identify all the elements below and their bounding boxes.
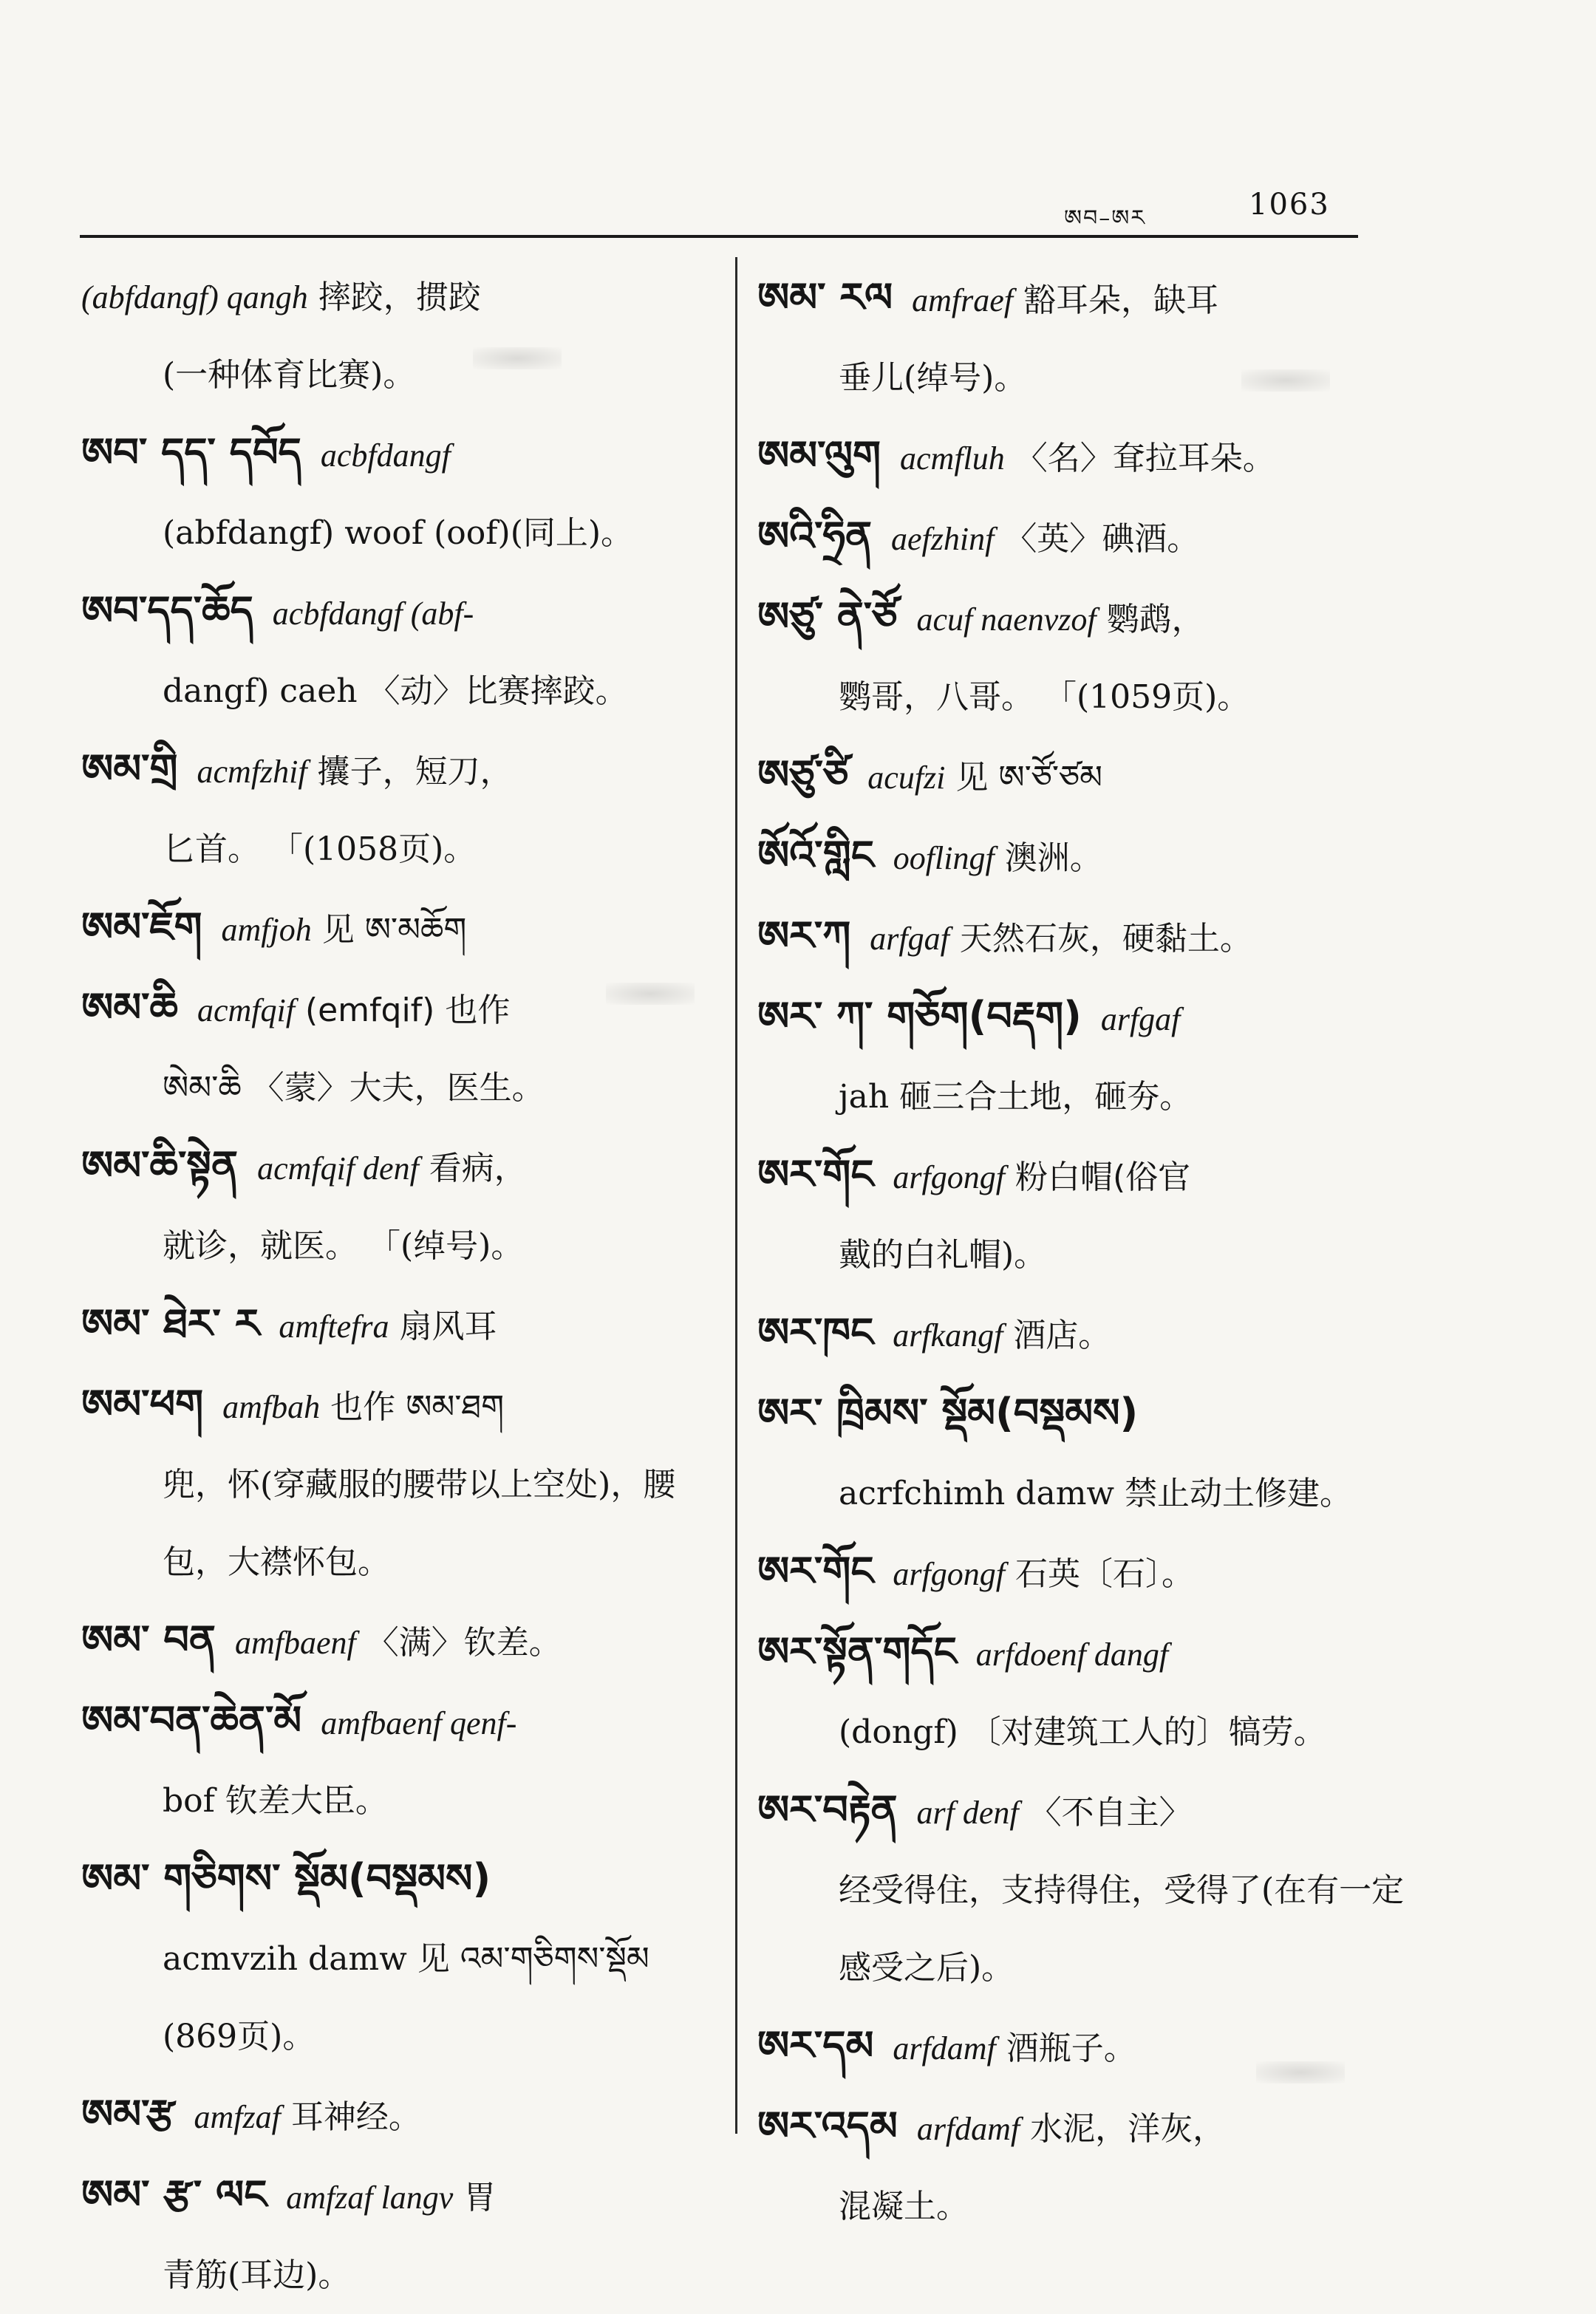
dictionary-entry bbox=[757, 578, 1408, 736]
definition: 鹦鹉， bbox=[1106, 601, 1204, 638]
dictionary-entry bbox=[757, 2087, 1408, 2245]
dictionary-entry bbox=[81, 888, 732, 969]
definition: 粉白帽(俗官 bbox=[1015, 1158, 1191, 1196]
headword: ཨམ་ཇོག bbox=[81, 904, 202, 950]
headword: ཨཙུ་ཙི bbox=[757, 751, 849, 798]
definition-continuation: 经受得住，支持得住，受得了(在有一定感受之后)。 bbox=[839, 1871, 1405, 1987]
romanization: amftefra bbox=[279, 1308, 389, 1345]
dictionary-entry bbox=[757, 1771, 1408, 2007]
definition-continuation: acmvzih damw 见 འམ་གཅིགས་སྡོམ (869页)。 bbox=[163, 1940, 649, 2055]
headword: ཨམ་བན་ཆེན་མོ bbox=[81, 1697, 302, 1744]
definition-continuation: 戴的白礼帽)。 bbox=[839, 1236, 1047, 1274]
headword: ཨམ་ ཐེར་ ར bbox=[81, 1300, 260, 1347]
dictionary-entry bbox=[757, 897, 1408, 977]
definition: 水泥，洋灰， bbox=[1030, 2110, 1226, 2148]
definition-continuation: jah 砸三合土地，砸夯。 bbox=[839, 1078, 1193, 1116]
definition: 扇风耳 bbox=[399, 1308, 497, 1345]
right-column bbox=[757, 259, 1408, 2245]
definition-continuation: 兜，怀(穿藏服的腰带以上空处)，腰包，大襟怀包。 bbox=[163, 1466, 676, 1581]
headword: ཨམ་ རལ bbox=[757, 274, 893, 321]
dictionary-entry bbox=[81, 259, 732, 414]
romanization: arfgongf bbox=[893, 1556, 1005, 1592]
dictionary-entry bbox=[757, 1294, 1408, 1374]
definition-continuation: 垂儿(绰号)。 bbox=[839, 359, 1027, 397]
dictionary-entry bbox=[81, 1601, 732, 1682]
headword: ཨམ་ཆི་སྟེན bbox=[81, 1142, 239, 1189]
dictionary-entry bbox=[81, 2075, 732, 2156]
headword: ཨོའོ་གླིང bbox=[757, 832, 874, 878]
romanization: acmfqif bbox=[197, 992, 295, 1028]
dictionary-entry bbox=[757, 816, 1408, 897]
romanization: (abfdangf) qangh bbox=[81, 279, 308, 315]
definition-continuation: dangf) caeh 〈动〉比赛摔跤。 bbox=[163, 672, 628, 710]
definition-continuation: bof 钦差大臣。 bbox=[163, 1782, 388, 1820]
headword: ཨའི་ཧྲིན bbox=[757, 513, 872, 559]
definition: 澳洲。 bbox=[1004, 839, 1102, 877]
dictionary-entry bbox=[757, 977, 1408, 1136]
dictionary-entry bbox=[757, 259, 1408, 417]
romanization: acuf naenvzof bbox=[916, 601, 1097, 638]
headword: ཨམ་ཕག bbox=[81, 1381, 204, 1427]
dictionary-entry bbox=[81, 1127, 732, 1285]
definition: 豁耳朵，缺耳 bbox=[1023, 281, 1218, 319]
definition: (emfqif) 也作 bbox=[304, 992, 511, 1029]
romanization: acbfdangf (abf- bbox=[272, 595, 474, 632]
romanization: amfbaenf qenf- bbox=[321, 1705, 517, 1741]
definition-continuation: 混凝土。 bbox=[839, 2188, 969, 2225]
definition: 摔跤，掼跤 bbox=[318, 279, 481, 316]
left-column bbox=[81, 259, 732, 2314]
headword: ཨར་འདམ bbox=[757, 2103, 898, 2149]
definition-continuation: 鹦哥，八哥。 「(1059页)。 bbox=[839, 678, 1250, 716]
scan-speckle bbox=[1256, 2061, 1345, 2083]
definition: 见 ཨ་མཆོག bbox=[321, 911, 467, 949]
definition: 〈名〉耷拉耳朵。 bbox=[1014, 440, 1275, 477]
romanization: arfdamf bbox=[893, 2030, 996, 2066]
romanization: acmfqif denf bbox=[257, 1150, 419, 1187]
headword: ཨར་སྟོན་གདོང bbox=[757, 1628, 957, 1675]
definition: 看病， bbox=[429, 1150, 527, 1187]
dictionary-entry bbox=[757, 1136, 1408, 1294]
dictionary-entry bbox=[757, 417, 1408, 497]
headword: ཨར་གོང bbox=[757, 1548, 874, 1594]
page-number: 1063 bbox=[1249, 188, 1330, 222]
definition-continuation: 就诊，就医。 「(绰号)。 bbox=[163, 1227, 524, 1265]
header-rule bbox=[80, 235, 1358, 238]
definition: 攮子，短刀， bbox=[317, 753, 513, 791]
romanization: acbfdangf bbox=[320, 437, 451, 474]
dictionary-entry bbox=[81, 2156, 732, 2314]
definition: 〈满〉钦差。 bbox=[366, 1624, 562, 1662]
dictionary-entry bbox=[81, 1365, 732, 1601]
definition-continuation: ཨེམ་ཆི 〈蒙〉大夫，医生。 bbox=[163, 1069, 545, 1107]
romanization: arfgaf bbox=[1100, 1001, 1181, 1037]
headword: ཨར་ ཀ་ གཅོག(བརྡག) bbox=[757, 993, 1082, 1040]
definition: 见 ཨ་ཙོ་ཙམ bbox=[955, 759, 1102, 796]
definition-continuation: (abfdangf) woof (oof)(同上)。 bbox=[163, 514, 634, 552]
headword: ཨམ་ གཅིགས་ སྡོམ(བསྡམས) bbox=[81, 1855, 491, 1902]
definition: 胃 bbox=[463, 2179, 497, 2216]
definition-continuation: acrfchimh damw 禁止动土修建。 bbox=[839, 1475, 1353, 1512]
running-head: ཨབ–ཨར bbox=[1064, 205, 1146, 231]
dictionary-entry bbox=[81, 572, 732, 730]
headword: ཨར་ཀ bbox=[757, 912, 851, 959]
dictionary-entry bbox=[81, 414, 732, 572]
romanization: arf denf bbox=[916, 1795, 1019, 1831]
headword: ཨམ་གྲི bbox=[81, 745, 178, 792]
headword: ཨར་གོང bbox=[757, 1151, 874, 1198]
dictionary-entry bbox=[81, 1285, 732, 1365]
headword: ཨར་དམ bbox=[757, 2022, 874, 2069]
dictionary-entry bbox=[757, 1374, 1408, 1532]
dictionary-entry bbox=[757, 1532, 1408, 1613]
definition: 酒店。 bbox=[1013, 1317, 1111, 1354]
scan-speckle bbox=[1241, 369, 1330, 392]
romanization: amfbah bbox=[222, 1389, 321, 1425]
romanization: acmfzhif bbox=[197, 754, 307, 790]
romanization: amfjoh bbox=[221, 912, 312, 948]
headword: ཨམ་རྩ bbox=[81, 2091, 175, 2137]
romanization: amfbaenf bbox=[234, 1625, 356, 1661]
definition-continuation: 青筋(耳边)。 bbox=[163, 2256, 351, 2294]
definition-continuation: (dongf) 〔对建筑工人的〕犒劳。 bbox=[839, 1713, 1326, 1751]
headword: ཨར་ཁང bbox=[757, 1309, 874, 1356]
romanization: ooflingf bbox=[893, 840, 995, 876]
definition: 天然石灰，硬黏土。 bbox=[959, 920, 1252, 958]
romanization: amfraef bbox=[912, 282, 1013, 318]
scan-speckle bbox=[473, 347, 562, 369]
dictionary-entry bbox=[81, 1682, 732, 1840]
dictionary-entry bbox=[81, 1840, 732, 2075]
headword: ཨབ་ དད་ དབོད bbox=[81, 429, 301, 476]
headword: ཨར་བརྟེན bbox=[757, 1786, 898, 1833]
definition: 也作 ཨམ་ཐག bbox=[330, 1388, 505, 1426]
romanization: acmfluh bbox=[900, 440, 1005, 477]
definition: 石英〔石〕。 bbox=[1015, 1555, 1194, 1593]
dictionary-entry bbox=[81, 730, 732, 888]
definition: 〈英〉碘酒。 bbox=[1004, 520, 1200, 558]
scan-speckle bbox=[606, 983, 695, 1005]
headword: ཨར་ ཁྲིམས་ སྡོམ(བསྡམས) bbox=[757, 1390, 1139, 1436]
headword: ཨམ་ བན bbox=[81, 1617, 216, 1663]
definition-continuation: (一种体育比赛)。 bbox=[163, 356, 416, 394]
dictionary-entry bbox=[757, 736, 1408, 816]
romanization: arfgongf bbox=[893, 1159, 1005, 1195]
headword: ཨམ་ཆི bbox=[81, 984, 178, 1031]
column-divider bbox=[735, 257, 737, 2134]
romanization: arfgaf bbox=[870, 921, 949, 957]
romanization: arfkangf bbox=[893, 1317, 1003, 1354]
headword: ཨཙུ་ ནེ་ཙོ bbox=[757, 593, 898, 640]
romanization: arfdoenf dangf bbox=[975, 1636, 1169, 1673]
dictionary-entry bbox=[757, 497, 1408, 578]
definition-continuation: 匕首。 「(1058页)。 bbox=[163, 830, 477, 868]
definition: 酒瓶子。 bbox=[1006, 2030, 1136, 2067]
headword: ཨམ་ རྩ་ ལང bbox=[81, 2171, 267, 2218]
romanization: amfzaf langv bbox=[286, 2180, 454, 2216]
romanization: amfzaf bbox=[194, 2099, 281, 2135]
definition: 耳神经。 bbox=[290, 2098, 421, 2136]
headword: ཨབ་དད་ཆོད bbox=[81, 587, 253, 634]
dictionary-entry bbox=[757, 1613, 1408, 1771]
headword: ཨམ་ལུག bbox=[757, 432, 881, 479]
romanization: acufzi bbox=[867, 760, 946, 796]
romanization: aefzhinf bbox=[890, 521, 995, 557]
romanization: arfdamf bbox=[916, 2111, 1020, 2147]
definition: 〈不自主〉 bbox=[1029, 1794, 1192, 1832]
